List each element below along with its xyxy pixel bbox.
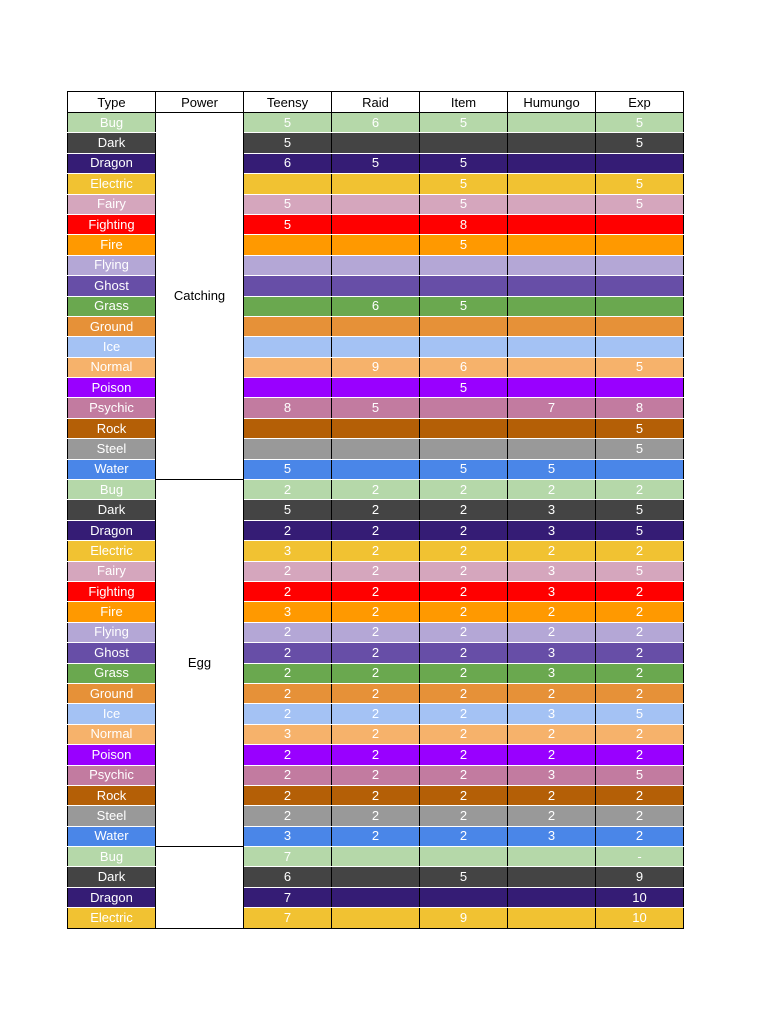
raid-cell bbox=[332, 887, 420, 907]
type-cell: Dark bbox=[68, 500, 156, 520]
raid-cell: 2 bbox=[332, 541, 420, 561]
type-cell: Fire bbox=[68, 235, 156, 255]
exp-cell: 5 bbox=[596, 439, 684, 459]
humungo-cell bbox=[508, 439, 596, 459]
teensy-cell bbox=[244, 276, 332, 296]
item-cell: 2 bbox=[420, 561, 508, 581]
raid-cell: 6 bbox=[332, 296, 420, 316]
type-cell: Poison bbox=[68, 378, 156, 398]
raid-cell: 2 bbox=[332, 622, 420, 642]
type-cell: Dark bbox=[68, 867, 156, 887]
item-cell bbox=[420, 418, 508, 438]
teensy-cell: 2 bbox=[244, 704, 332, 724]
teensy-cell: 8 bbox=[244, 398, 332, 418]
type-cell: Dragon bbox=[68, 887, 156, 907]
humungo-cell bbox=[508, 153, 596, 173]
humungo-cell: 2 bbox=[508, 683, 596, 703]
exp-cell: 2 bbox=[596, 785, 684, 805]
header-item: Item bbox=[420, 92, 508, 113]
item-cell: 2 bbox=[420, 704, 508, 724]
humungo-cell bbox=[508, 276, 596, 296]
type-cell: Steel bbox=[68, 806, 156, 826]
exp-cell: 5 bbox=[596, 174, 684, 194]
humungo-cell: 3 bbox=[508, 643, 596, 663]
type-cell: Rock bbox=[68, 418, 156, 438]
item-cell: 8 bbox=[420, 214, 508, 234]
header-humungo: Humungo bbox=[508, 92, 596, 113]
teensy-cell: 2 bbox=[244, 480, 332, 500]
item-cell bbox=[420, 276, 508, 296]
exp-cell: 5 bbox=[596, 357, 684, 377]
raid-cell: 2 bbox=[332, 602, 420, 622]
type-cell: Fighting bbox=[68, 581, 156, 601]
teensy-cell: 7 bbox=[244, 847, 332, 867]
item-cell: 5 bbox=[420, 459, 508, 479]
type-cell: Fairy bbox=[68, 561, 156, 581]
teensy-cell bbox=[244, 439, 332, 459]
type-cell: Bug bbox=[68, 113, 156, 133]
exp-cell bbox=[596, 255, 684, 275]
raid-cell: 2 bbox=[332, 785, 420, 805]
exp-cell: 2 bbox=[596, 826, 684, 846]
raid-cell: 6 bbox=[332, 113, 420, 133]
exp-cell: 5 bbox=[596, 765, 684, 785]
type-cell: Psychic bbox=[68, 765, 156, 785]
teensy-cell: 3 bbox=[244, 826, 332, 846]
exp-cell: 10 bbox=[596, 887, 684, 907]
teensy-cell bbox=[244, 316, 332, 336]
raid-cell bbox=[332, 378, 420, 398]
item-cell bbox=[420, 847, 508, 867]
teensy-cell: 2 bbox=[244, 785, 332, 805]
type-cell: Electric bbox=[68, 541, 156, 561]
teensy-cell bbox=[244, 337, 332, 357]
item-cell bbox=[420, 398, 508, 418]
type-cell: Ice bbox=[68, 704, 156, 724]
humungo-cell bbox=[508, 357, 596, 377]
type-cell: Electric bbox=[68, 908, 156, 928]
exp-cell: 5 bbox=[596, 133, 684, 153]
teensy-cell: 2 bbox=[244, 745, 332, 765]
teensy-cell: 5 bbox=[244, 194, 332, 214]
type-cell: Steel bbox=[68, 439, 156, 459]
item-cell: 2 bbox=[420, 581, 508, 601]
exp-cell: 2 bbox=[596, 581, 684, 601]
item-cell: 2 bbox=[420, 500, 508, 520]
humungo-cell bbox=[508, 908, 596, 928]
raid-cell: 2 bbox=[332, 724, 420, 744]
item-cell: 2 bbox=[420, 541, 508, 561]
type-cell: Rock bbox=[68, 785, 156, 805]
header-power: Power bbox=[156, 92, 244, 113]
power-cell bbox=[156, 847, 244, 929]
teensy-cell: 6 bbox=[244, 153, 332, 173]
item-cell: 2 bbox=[420, 520, 508, 540]
item-cell: 2 bbox=[420, 663, 508, 683]
header-type: Type bbox=[68, 92, 156, 113]
humungo-cell: 3 bbox=[508, 500, 596, 520]
humungo-cell bbox=[508, 867, 596, 887]
exp-cell: 5 bbox=[596, 520, 684, 540]
header-row bbox=[68, 92, 684, 113]
humungo-cell: 2 bbox=[508, 745, 596, 765]
humungo-cell bbox=[508, 194, 596, 214]
raid-cell: 5 bbox=[332, 398, 420, 418]
item-cell: 2 bbox=[420, 622, 508, 642]
type-cell: Ghost bbox=[68, 276, 156, 296]
type-cell: Psychic bbox=[68, 398, 156, 418]
type-cell: Electric bbox=[68, 174, 156, 194]
raid-cell: 2 bbox=[332, 826, 420, 846]
item-cell: 5 bbox=[420, 174, 508, 194]
teensy-cell: 5 bbox=[244, 214, 332, 234]
item-cell: 2 bbox=[420, 806, 508, 826]
raid-cell: 2 bbox=[332, 704, 420, 724]
table-row bbox=[68, 480, 684, 500]
humungo-cell bbox=[508, 235, 596, 255]
exp-cell: 5 bbox=[596, 500, 684, 520]
type-cell: Bug bbox=[68, 847, 156, 867]
exp-cell bbox=[596, 153, 684, 173]
teensy-cell bbox=[244, 378, 332, 398]
item-cell: 5 bbox=[420, 296, 508, 316]
humungo-cell: 2 bbox=[508, 724, 596, 744]
raid-cell: 2 bbox=[332, 480, 420, 500]
humungo-cell bbox=[508, 418, 596, 438]
item-cell: 2 bbox=[420, 745, 508, 765]
exp-cell: 8 bbox=[596, 398, 684, 418]
raid-cell: 2 bbox=[332, 520, 420, 540]
raid-cell bbox=[332, 174, 420, 194]
raid-cell bbox=[332, 439, 420, 459]
humungo-cell: 2 bbox=[508, 785, 596, 805]
exp-cell: 9 bbox=[596, 867, 684, 887]
humungo-cell bbox=[508, 316, 596, 336]
exp-cell: 5 bbox=[596, 418, 684, 438]
teensy-cell: 6 bbox=[244, 867, 332, 887]
raid-cell bbox=[332, 194, 420, 214]
teensy-cell bbox=[244, 418, 332, 438]
humungo-cell: 3 bbox=[508, 704, 596, 724]
power-cell: Egg bbox=[156, 480, 244, 847]
humungo-cell bbox=[508, 255, 596, 275]
type-cell: Bug bbox=[68, 480, 156, 500]
teensy-cell bbox=[244, 174, 332, 194]
teensy-cell: 3 bbox=[244, 602, 332, 622]
item-cell: 2 bbox=[420, 785, 508, 805]
type-cell: Grass bbox=[68, 296, 156, 316]
teensy-cell: 2 bbox=[244, 561, 332, 581]
item-cell bbox=[420, 337, 508, 357]
exp-cell: - bbox=[596, 847, 684, 867]
teensy-cell: 3 bbox=[244, 724, 332, 744]
humungo-cell: 2 bbox=[508, 541, 596, 561]
exp-cell bbox=[596, 459, 684, 479]
exp-cell: 2 bbox=[596, 602, 684, 622]
humungo-cell bbox=[508, 214, 596, 234]
humungo-cell: 2 bbox=[508, 480, 596, 500]
exp-cell: 10 bbox=[596, 908, 684, 928]
humungo-cell: 3 bbox=[508, 581, 596, 601]
raid-cell: 2 bbox=[332, 765, 420, 785]
exp-cell: 2 bbox=[596, 806, 684, 826]
humungo-cell: 2 bbox=[508, 622, 596, 642]
humungo-cell bbox=[508, 378, 596, 398]
exp-cell bbox=[596, 214, 684, 234]
item-cell bbox=[420, 439, 508, 459]
teensy-cell bbox=[244, 296, 332, 316]
table-row bbox=[68, 113, 684, 133]
exp-cell: 2 bbox=[596, 663, 684, 683]
teensy-cell: 2 bbox=[244, 520, 332, 540]
type-cell: Normal bbox=[68, 357, 156, 377]
raid-cell: 2 bbox=[332, 663, 420, 683]
humungo-cell bbox=[508, 296, 596, 316]
teensy-cell: 2 bbox=[244, 622, 332, 642]
exp-cell: 5 bbox=[596, 561, 684, 581]
humungo-cell: 3 bbox=[508, 663, 596, 683]
teensy-cell: 5 bbox=[244, 113, 332, 133]
teensy-cell: 5 bbox=[244, 500, 332, 520]
raid-cell: 2 bbox=[332, 643, 420, 663]
teensy-cell bbox=[244, 255, 332, 275]
item-cell: 2 bbox=[420, 765, 508, 785]
raid-cell bbox=[332, 867, 420, 887]
teensy-cell bbox=[244, 357, 332, 377]
item-cell: 9 bbox=[420, 908, 508, 928]
humungo-cell: 2 bbox=[508, 806, 596, 826]
type-cell: Dragon bbox=[68, 520, 156, 540]
exp-cell: 2 bbox=[596, 622, 684, 642]
item-cell: 2 bbox=[420, 643, 508, 663]
item-cell: 5 bbox=[420, 867, 508, 887]
table-row bbox=[68, 847, 684, 867]
type-cell: Flying bbox=[68, 622, 156, 642]
raid-cell bbox=[332, 133, 420, 153]
teensy-cell bbox=[244, 235, 332, 255]
item-cell: 5 bbox=[420, 153, 508, 173]
teensy-cell: 2 bbox=[244, 765, 332, 785]
type-cell: Dark bbox=[68, 133, 156, 153]
item-cell: 2 bbox=[420, 602, 508, 622]
raid-cell: 5 bbox=[332, 153, 420, 173]
item-cell: 2 bbox=[420, 724, 508, 744]
teensy-cell: 2 bbox=[244, 806, 332, 826]
exp-cell: 2 bbox=[596, 541, 684, 561]
item-cell: 2 bbox=[420, 480, 508, 500]
item-cell: 6 bbox=[420, 357, 508, 377]
type-power-table bbox=[67, 91, 684, 929]
item-cell bbox=[420, 887, 508, 907]
exp-cell bbox=[596, 316, 684, 336]
item-cell: 2 bbox=[420, 683, 508, 703]
raid-cell bbox=[332, 459, 420, 479]
exp-cell: 5 bbox=[596, 704, 684, 724]
type-cell: Ground bbox=[68, 683, 156, 703]
humungo-cell: 3 bbox=[508, 826, 596, 846]
header-teensy: Teensy bbox=[244, 92, 332, 113]
teensy-cell: 7 bbox=[244, 887, 332, 907]
teensy-cell: 5 bbox=[244, 133, 332, 153]
header-exp: Exp bbox=[596, 92, 684, 113]
humungo-cell bbox=[508, 113, 596, 133]
teensy-cell: 2 bbox=[244, 683, 332, 703]
exp-cell: 2 bbox=[596, 745, 684, 765]
raid-cell bbox=[332, 255, 420, 275]
item-cell bbox=[420, 316, 508, 336]
exp-cell: 2 bbox=[596, 724, 684, 744]
raid-cell bbox=[332, 908, 420, 928]
raid-cell bbox=[332, 214, 420, 234]
raid-cell: 2 bbox=[332, 581, 420, 601]
exp-cell bbox=[596, 378, 684, 398]
header-raid: Raid bbox=[332, 92, 420, 113]
exp-cell: 2 bbox=[596, 643, 684, 663]
item-cell: 5 bbox=[420, 378, 508, 398]
exp-cell: 2 bbox=[596, 683, 684, 703]
power-cell: Catching bbox=[156, 113, 244, 480]
exp-cell bbox=[596, 276, 684, 296]
raid-cell bbox=[332, 337, 420, 357]
humungo-cell: 7 bbox=[508, 398, 596, 418]
raid-cell: 2 bbox=[332, 745, 420, 765]
item-cell bbox=[420, 255, 508, 275]
item-cell: 5 bbox=[420, 113, 508, 133]
raid-cell bbox=[332, 418, 420, 438]
type-cell: Grass bbox=[68, 663, 156, 683]
type-cell: Flying bbox=[68, 255, 156, 275]
raid-cell: 2 bbox=[332, 500, 420, 520]
humungo-cell bbox=[508, 174, 596, 194]
humungo-cell: 3 bbox=[508, 765, 596, 785]
raid-cell: 9 bbox=[332, 357, 420, 377]
humungo-cell bbox=[508, 887, 596, 907]
raid-cell bbox=[332, 316, 420, 336]
raid-cell: 2 bbox=[332, 683, 420, 703]
teensy-cell: 2 bbox=[244, 643, 332, 663]
exp-cell: 5 bbox=[596, 194, 684, 214]
type-cell: Poison bbox=[68, 745, 156, 765]
exp-cell bbox=[596, 337, 684, 357]
humungo-cell bbox=[508, 847, 596, 867]
humungo-cell bbox=[508, 133, 596, 153]
raid-cell bbox=[332, 276, 420, 296]
raid-cell bbox=[332, 235, 420, 255]
type-cell: Fighting bbox=[68, 214, 156, 234]
teensy-cell: 7 bbox=[244, 908, 332, 928]
table-body bbox=[68, 113, 684, 929]
exp-cell: 5 bbox=[596, 113, 684, 133]
teensy-cell: 3 bbox=[244, 541, 332, 561]
type-cell: Water bbox=[68, 826, 156, 846]
type-cell: Ice bbox=[68, 337, 156, 357]
type-cell: Dragon bbox=[68, 153, 156, 173]
type-cell: Ghost bbox=[68, 643, 156, 663]
type-cell: Water bbox=[68, 459, 156, 479]
type-cell: Ground bbox=[68, 316, 156, 336]
teensy-cell: 2 bbox=[244, 663, 332, 683]
raid-cell: 2 bbox=[332, 806, 420, 826]
humungo-cell: 5 bbox=[508, 459, 596, 479]
humungo-cell: 3 bbox=[508, 520, 596, 540]
type-cell: Fairy bbox=[68, 194, 156, 214]
humungo-cell bbox=[508, 337, 596, 357]
teensy-cell: 5 bbox=[244, 459, 332, 479]
teensy-cell: 2 bbox=[244, 581, 332, 601]
raid-cell bbox=[332, 847, 420, 867]
type-cell: Fire bbox=[68, 602, 156, 622]
exp-cell: 2 bbox=[596, 480, 684, 500]
item-cell: 5 bbox=[420, 235, 508, 255]
item-cell: 2 bbox=[420, 826, 508, 846]
humungo-cell: 2 bbox=[508, 602, 596, 622]
exp-cell bbox=[596, 296, 684, 316]
item-cell bbox=[420, 133, 508, 153]
type-cell: Normal bbox=[68, 724, 156, 744]
exp-cell bbox=[596, 235, 684, 255]
raid-cell: 2 bbox=[332, 561, 420, 581]
humungo-cell: 3 bbox=[508, 561, 596, 581]
item-cell: 5 bbox=[420, 194, 508, 214]
